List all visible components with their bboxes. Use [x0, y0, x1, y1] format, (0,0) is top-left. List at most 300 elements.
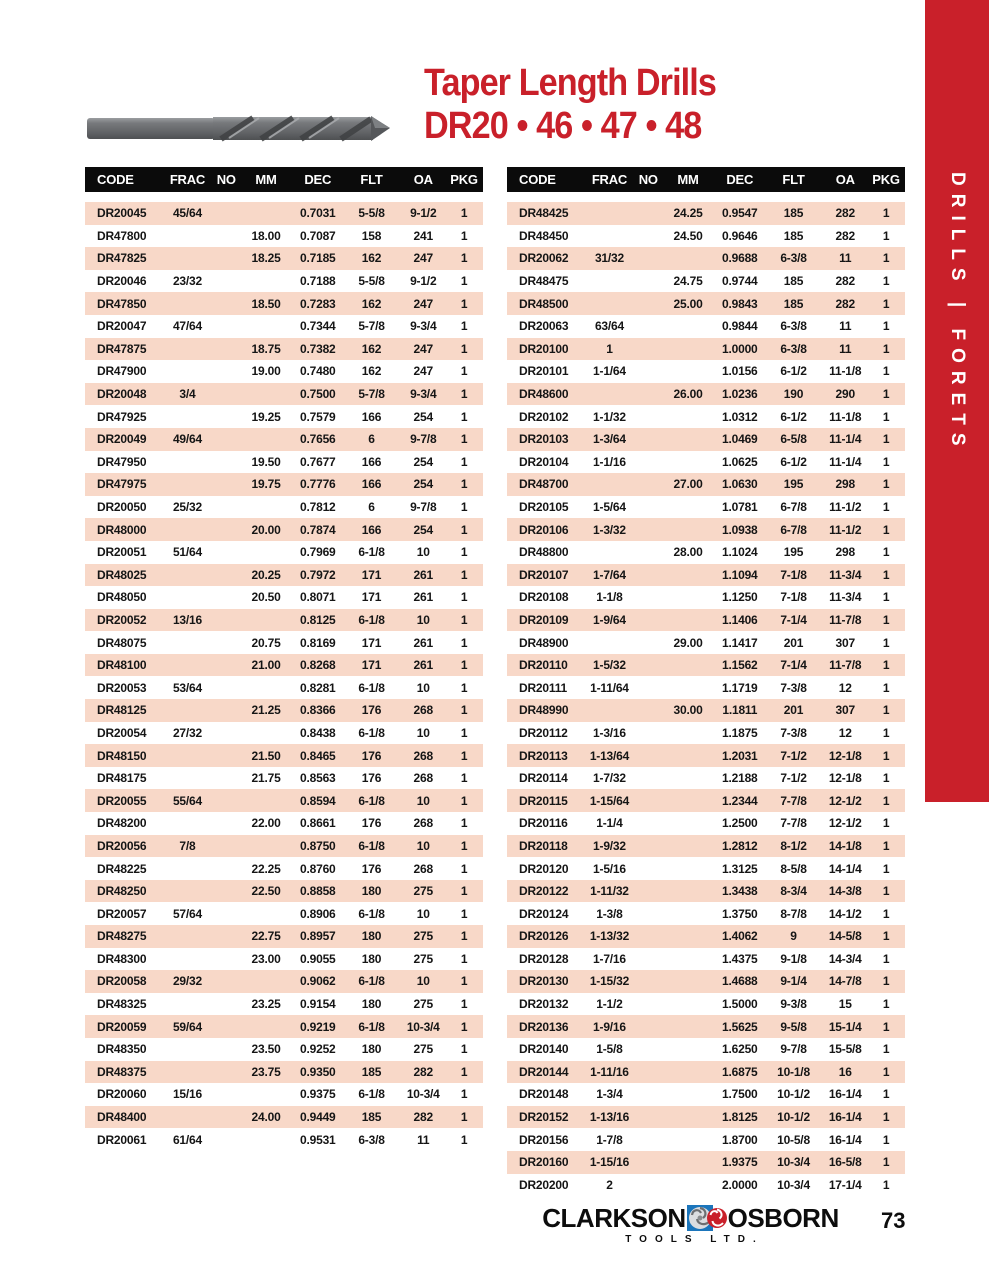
cell-mm: 20.75: [251, 635, 281, 650]
cell-dec: 0.7344: [300, 319, 336, 334]
cell-mm: [660, 970, 716, 993]
cell-oa: 268: [413, 703, 433, 718]
cell-pkg: 1: [460, 274, 468, 289]
cell-pkg: 1: [882, 409, 890, 424]
cell-pkg: 1: [882, 838, 890, 853]
cell-code: DR20051: [97, 545, 147, 560]
cell-frac: 49/64: [172, 432, 202, 447]
table-row: [85, 564, 483, 587]
cell-dec: 1.5625: [722, 1019, 758, 1034]
table-row: [85, 880, 483, 903]
right-product-table: [507, 167, 905, 1196]
cell-frac: [161, 360, 215, 383]
table-row: [507, 1061, 905, 1084]
cell-oa: 16-1/4: [828, 1132, 862, 1147]
cell-oa: 275: [413, 884, 433, 899]
cell-dec: 0.7579: [300, 409, 336, 424]
cell-frac: [583, 383, 637, 406]
cell-no: [636, 292, 660, 315]
table-row: [507, 767, 905, 790]
cell-oa: 290: [835, 387, 855, 402]
cell-oa: 11-3/4: [829, 590, 862, 605]
cell-pkg: 1: [882, 274, 890, 289]
cell-flt: 171: [361, 658, 382, 673]
cell-dec: 0.8858: [300, 884, 336, 899]
cell-flt: 185: [361, 1110, 382, 1125]
cell-dec: 0.8169: [300, 635, 336, 650]
cell-no: [636, 1083, 660, 1106]
cell-frac: [161, 1038, 215, 1061]
cell-frac: 3/4: [179, 387, 196, 402]
cell-oa: 10: [416, 974, 430, 989]
cell-flt: 6-1/8: [358, 1019, 385, 1034]
cell-mm: 18.25: [251, 251, 281, 266]
cell-oa: 11-7/8: [829, 612, 862, 627]
column-header-flt: FLT: [782, 172, 805, 187]
cell-frac: [161, 586, 215, 609]
cell-oa: 10: [416, 545, 430, 560]
cell-no: [214, 360, 238, 383]
cell-oa: 14-1/4: [828, 861, 862, 876]
cell-no: [214, 948, 238, 971]
cell-code: DR20113: [519, 748, 568, 763]
cell-frac: [161, 948, 215, 971]
cell-code: DR20109: [519, 612, 569, 627]
cell-pkg: 1: [882, 929, 890, 944]
cell-dec: 1.1875: [722, 725, 758, 740]
table-row: [85, 631, 483, 654]
cell-frac: [161, 631, 215, 654]
cell-oa: 275: [413, 1042, 433, 1057]
cell-code: DR48150: [97, 748, 147, 763]
cell-mm: [660, 496, 716, 519]
column-header-frac: FRAC: [591, 172, 628, 187]
cell-mm: 27.00: [673, 477, 703, 492]
cell-oa: 307: [835, 635, 855, 650]
cell-pkg: 1: [882, 748, 890, 763]
cell-frac: 1-13/64: [589, 748, 630, 763]
cell-oa: 268: [413, 748, 433, 763]
cell-dec: 1.0312: [722, 409, 758, 424]
cell-flt: 8-5/8: [780, 861, 807, 876]
cell-mm: 22.00: [251, 816, 281, 831]
cell-no: [636, 631, 660, 654]
cell-oa: 282: [835, 274, 855, 289]
cell-frac: 1-3/8: [596, 906, 623, 921]
cell-frac: 1-7/16: [593, 951, 626, 966]
cell-frac: 1-15/64: [589, 793, 630, 808]
cell-dec: 0.9547: [722, 206, 758, 221]
cell-flt: 6-1/8: [358, 1087, 385, 1102]
table-row: [507, 270, 905, 293]
cell-flt: 171: [361, 567, 382, 582]
table-row: [507, 609, 905, 632]
table-row: [85, 722, 483, 745]
cell-code: DR48375: [97, 1064, 147, 1079]
table-row: [507, 1083, 905, 1106]
cell-no: [636, 948, 660, 971]
cell-flt: 6-3/8: [780, 319, 807, 334]
cell-code: DR20045: [97, 206, 147, 221]
cell-dec: 1.3750: [722, 906, 758, 921]
cell-pkg: 1: [882, 545, 890, 560]
cell-code: DR20156: [519, 1132, 569, 1147]
cell-oa: 247: [413, 251, 433, 266]
cell-dec: 1.2812: [722, 838, 758, 853]
cell-dec: 0.8366: [300, 703, 336, 718]
table-row: [507, 789, 905, 812]
table-row: [507, 1015, 905, 1038]
cell-flt: 5-7/8: [358, 387, 385, 402]
cell-mm: 22.25: [251, 861, 281, 876]
column-header-dec: DEC: [726, 172, 754, 187]
cell-flt: 180: [361, 884, 382, 899]
table-row: [507, 338, 905, 361]
cell-mm: [660, 315, 716, 338]
cell-flt: 8-7/8: [780, 906, 807, 921]
table-row: [507, 315, 905, 338]
cell-no: [214, 1106, 238, 1129]
cell-code: DR20108: [519, 590, 569, 605]
cell-frac: 1-9/32: [593, 838, 626, 853]
table-row: [85, 925, 483, 948]
table-row: [507, 699, 905, 722]
cell-oa: 10: [416, 725, 430, 740]
cell-code: DR48990: [519, 703, 569, 718]
cell-frac: 1-3/4: [596, 1087, 623, 1102]
cell-code: DR20048: [97, 387, 147, 402]
cell-dec: 1.0236: [722, 387, 758, 402]
cell-code: DR20104: [519, 454, 569, 469]
cell-dec: 0.9055: [300, 951, 336, 966]
cell-no: [214, 1038, 238, 1061]
cell-code: DR20052: [97, 612, 147, 627]
cell-no: [214, 1061, 238, 1084]
cell-oa: 15: [838, 997, 852, 1012]
cell-pkg: 1: [460, 432, 468, 447]
cell-pkg: 1: [460, 1042, 468, 1057]
cell-frac: [161, 744, 215, 767]
cell-code: DR20160: [519, 1155, 569, 1170]
cell-mm: 24.50: [673, 228, 703, 243]
cell-mm: [238, 722, 294, 745]
cell-dec: 0.8750: [300, 838, 336, 853]
cell-flt: 166: [361, 454, 382, 469]
cell-code: DR20114: [519, 771, 568, 786]
cell-oa: 14-7/8: [828, 974, 862, 989]
cell-oa: 261: [413, 658, 433, 673]
cell-oa: 261: [413, 590, 433, 605]
cell-oa: 275: [413, 997, 433, 1012]
cell-code: DR20106: [519, 522, 569, 537]
cell-mm: [238, 202, 294, 225]
cell-dec: 0.7188: [300, 274, 336, 289]
cell-no: [214, 880, 238, 903]
cell-code: DR20128: [519, 951, 569, 966]
cell-frac: 1-5/32: [593, 658, 626, 673]
cell-code: DR47950: [97, 454, 147, 469]
cell-no: [214, 270, 238, 293]
cell-flt: 6-1/8: [358, 545, 385, 560]
cell-oa: 16: [838, 1064, 852, 1079]
cell-dec: 0.7874: [300, 522, 336, 537]
cell-code: DR20049: [97, 432, 147, 447]
cell-mm: 18.50: [251, 296, 281, 311]
cell-mm: 29.00: [673, 635, 703, 650]
cell-oa: 9-3/4: [410, 319, 437, 334]
cell-no: [214, 812, 238, 835]
cell-dec: 1.0630: [722, 477, 758, 492]
cell-flt: 8-1/2: [780, 838, 807, 853]
cell-dec: 1.3125: [722, 861, 758, 876]
cell-no: [636, 744, 660, 767]
cell-flt: 10-5/8: [777, 1132, 810, 1147]
cell-no: [636, 767, 660, 790]
table-row: [507, 202, 905, 225]
cell-mm: [660, 247, 716, 270]
cell-flt: 6-1/2: [780, 454, 807, 469]
cell-code: DR48700: [519, 477, 569, 492]
cell-no: [636, 564, 660, 587]
cell-flt: 10-1/2: [777, 1110, 810, 1125]
cell-code: DR20046: [97, 274, 147, 289]
cell-pkg: 1: [882, 228, 890, 243]
table-row: [85, 247, 483, 270]
cell-oa: 254: [413, 454, 433, 469]
section-edge-tab-label: DRILLS | FORETS: [947, 172, 968, 454]
cell-pkg: 1: [460, 477, 468, 492]
cell-code: DR20102: [519, 409, 569, 424]
section-edge-tab: [925, 0, 989, 802]
cell-pkg: 1: [882, 567, 890, 582]
cell-no: [636, 789, 660, 812]
cell-pkg: 1: [460, 1087, 468, 1102]
cell-oa: 282: [413, 1110, 433, 1125]
table-row: [85, 970, 483, 993]
cell-code: DR20054: [97, 725, 147, 740]
cell-code: DR20112: [519, 725, 568, 740]
cell-code: DR47875: [97, 341, 147, 356]
cell-flt: 171: [361, 635, 382, 650]
cell-frac: [583, 202, 637, 225]
cell-frac: 51/64: [172, 545, 202, 560]
product-tables: [85, 167, 905, 1196]
cell-mm: 23.00: [251, 951, 281, 966]
cell-no: [214, 451, 238, 474]
cell-dec: 0.7283: [300, 296, 336, 311]
brand-osborn: OSBORN: [727, 1203, 839, 1233]
cell-oa: 247: [413, 341, 433, 356]
cell-flt: 9-5/8: [780, 1019, 807, 1034]
cell-frac: [161, 857, 215, 880]
cell-dec: 0.9154: [300, 997, 336, 1012]
cell-pkg: 1: [460, 974, 468, 989]
right-table-header: [507, 167, 905, 192]
cell-frac: 1-15/16: [589, 1155, 630, 1170]
cell-dec: 1.3438: [722, 884, 758, 899]
cell-frac: [161, 473, 215, 496]
cell-oa: 14-1/8: [828, 838, 862, 853]
cell-oa: 9-1/2: [410, 206, 437, 221]
cell-oa: 11-1/4: [829, 432, 862, 447]
cell-mm: 22.75: [251, 929, 281, 944]
cell-no: [214, 744, 238, 767]
cell-flt: 7-3/8: [780, 680, 807, 695]
cell-oa: 11-1/4: [829, 454, 862, 469]
cell-flt: 9-7/8: [780, 1042, 807, 1057]
cell-flt: 10-1/2: [777, 1087, 810, 1102]
cell-oa: 14-5/8: [828, 929, 862, 944]
cell-oa: 14-1/2: [828, 906, 862, 921]
cell-pkg: 1: [882, 522, 890, 537]
cell-oa: 11-3/4: [829, 567, 862, 582]
cell-code: DR48500: [519, 296, 569, 311]
cell-code: DR20063: [519, 319, 569, 334]
cell-mm: 26.00: [673, 387, 703, 402]
cell-code: DR20050: [97, 500, 147, 515]
cell-mm: 30.00: [673, 703, 703, 718]
table-row: [507, 902, 905, 925]
cell-flt: 7-1/8: [780, 567, 807, 582]
cell-dec: 0.8438: [300, 725, 336, 740]
cell-mm: [660, 564, 716, 587]
cell-dec: 0.7972: [300, 567, 336, 582]
cell-mm: [238, 428, 294, 451]
cell-flt: 195: [783, 477, 804, 492]
cell-frac: 1-5/64: [593, 500, 626, 515]
cell-oa: 14-3/8: [828, 884, 862, 899]
cell-frac: 1-3/16: [593, 725, 626, 740]
cell-no: [214, 902, 238, 925]
cell-pkg: 1: [460, 884, 468, 899]
cell-frac: 7/8: [179, 838, 196, 853]
table-row: [85, 767, 483, 790]
cell-flt: 162: [361, 364, 382, 379]
cell-mm: 24.75: [673, 274, 703, 289]
cell-flt: 195: [783, 545, 804, 560]
cell-frac: 47/64: [172, 319, 202, 334]
cell-code: DR20056: [97, 838, 147, 853]
cell-mm: [660, 1015, 716, 1038]
cell-frac: 1-7/32: [593, 771, 626, 786]
cell-mm: [238, 270, 294, 293]
cell-flt: 201: [783, 703, 804, 718]
cell-oa: 12-1/8: [828, 771, 862, 786]
cell-code: DR48125: [97, 703, 147, 718]
cell-pkg: 1: [882, 1087, 890, 1102]
column-header-no: NO: [638, 172, 658, 187]
table-row: [507, 722, 905, 745]
cell-mm: [660, 451, 716, 474]
cell-flt: 9: [790, 929, 797, 944]
cell-oa: 282: [835, 296, 855, 311]
cell-pkg: 1: [460, 816, 468, 831]
table-row: [85, 948, 483, 971]
table-row: [507, 428, 905, 451]
table-row: [85, 744, 483, 767]
cell-code: DR47925: [97, 409, 147, 424]
cell-mm: [660, 857, 716, 880]
brand-subtitle: TOOLS LTD.: [625, 1234, 764, 1245]
column-header-frac: FRAC: [169, 172, 206, 187]
cell-pkg: 1: [460, 296, 468, 311]
table-row: [507, 654, 905, 677]
table-row: [85, 812, 483, 835]
cell-dec: 1.0469: [722, 432, 758, 447]
cell-no: [636, 247, 660, 270]
column-header-mm: MM: [255, 172, 277, 187]
cell-dec: 0.7382: [300, 341, 336, 356]
cell-code: DR47800: [97, 228, 147, 243]
cell-dec: 0.8281: [300, 680, 336, 695]
table-row: [507, 1128, 905, 1151]
cell-pkg: 1: [882, 1177, 890, 1192]
cell-oa: 11: [839, 341, 852, 356]
cell-frac: 1-3/32: [593, 522, 626, 537]
table-row: [507, 383, 905, 406]
cell-frac: [161, 405, 215, 428]
cell-code: DR20058: [97, 974, 147, 989]
cell-dec: 0.8594: [300, 793, 336, 808]
cell-dec: 0.9688: [722, 251, 758, 266]
table-row: [85, 405, 483, 428]
cell-mm: [238, 789, 294, 812]
cell-dec: 1.0938: [722, 522, 758, 537]
cell-mm: [238, 383, 294, 406]
cell-oa: 10-3/4: [406, 1019, 440, 1034]
cell-frac: 1-11/64: [590, 680, 629, 695]
cell-flt: 9-3/8: [780, 997, 807, 1012]
cell-pkg: 1: [460, 1110, 468, 1125]
cell-oa: 241: [413, 228, 433, 243]
cell-flt: 176: [361, 703, 382, 718]
cell-flt: 10-1/8: [777, 1064, 810, 1079]
cell-frac: [161, 812, 215, 835]
cell-code: DR48050: [97, 590, 147, 605]
cell-mm: [660, 338, 716, 361]
table-row: [507, 970, 905, 993]
table-row: [85, 496, 483, 519]
cell-no: [214, 247, 238, 270]
cell-oa: 9-1/2: [410, 274, 437, 289]
cell-no: [636, 202, 660, 225]
cell-pkg: 1: [882, 1042, 890, 1057]
cell-mm: 23.75: [251, 1064, 281, 1079]
cell-dec: 0.7776: [300, 477, 336, 492]
cell-oa: 254: [413, 409, 433, 424]
cell-frac: [583, 541, 637, 564]
cell-code: DR48025: [97, 567, 147, 582]
cell-frac: 63/64: [594, 319, 624, 334]
cell-mm: [660, 1106, 716, 1129]
cell-no: [214, 541, 238, 564]
cell-frac: [583, 699, 637, 722]
cell-oa: 12-1/2: [828, 816, 862, 831]
cell-pkg: 1: [460, 364, 468, 379]
cell-frac: 27/32: [172, 725, 202, 740]
cell-no: [214, 789, 238, 812]
cell-pkg: 1: [460, 658, 468, 673]
cell-pkg: 1: [460, 206, 468, 221]
cell-mm: 21.50: [251, 748, 281, 763]
cell-frac: [583, 292, 637, 315]
left-table-grid: [85, 202, 483, 1151]
cell-mm: 23.50: [251, 1042, 281, 1057]
cell-flt: 185: [783, 296, 804, 311]
cell-no: [636, 1061, 660, 1084]
cell-pkg: 1: [460, 251, 468, 266]
cell-oa: 14-3/4: [828, 951, 862, 966]
